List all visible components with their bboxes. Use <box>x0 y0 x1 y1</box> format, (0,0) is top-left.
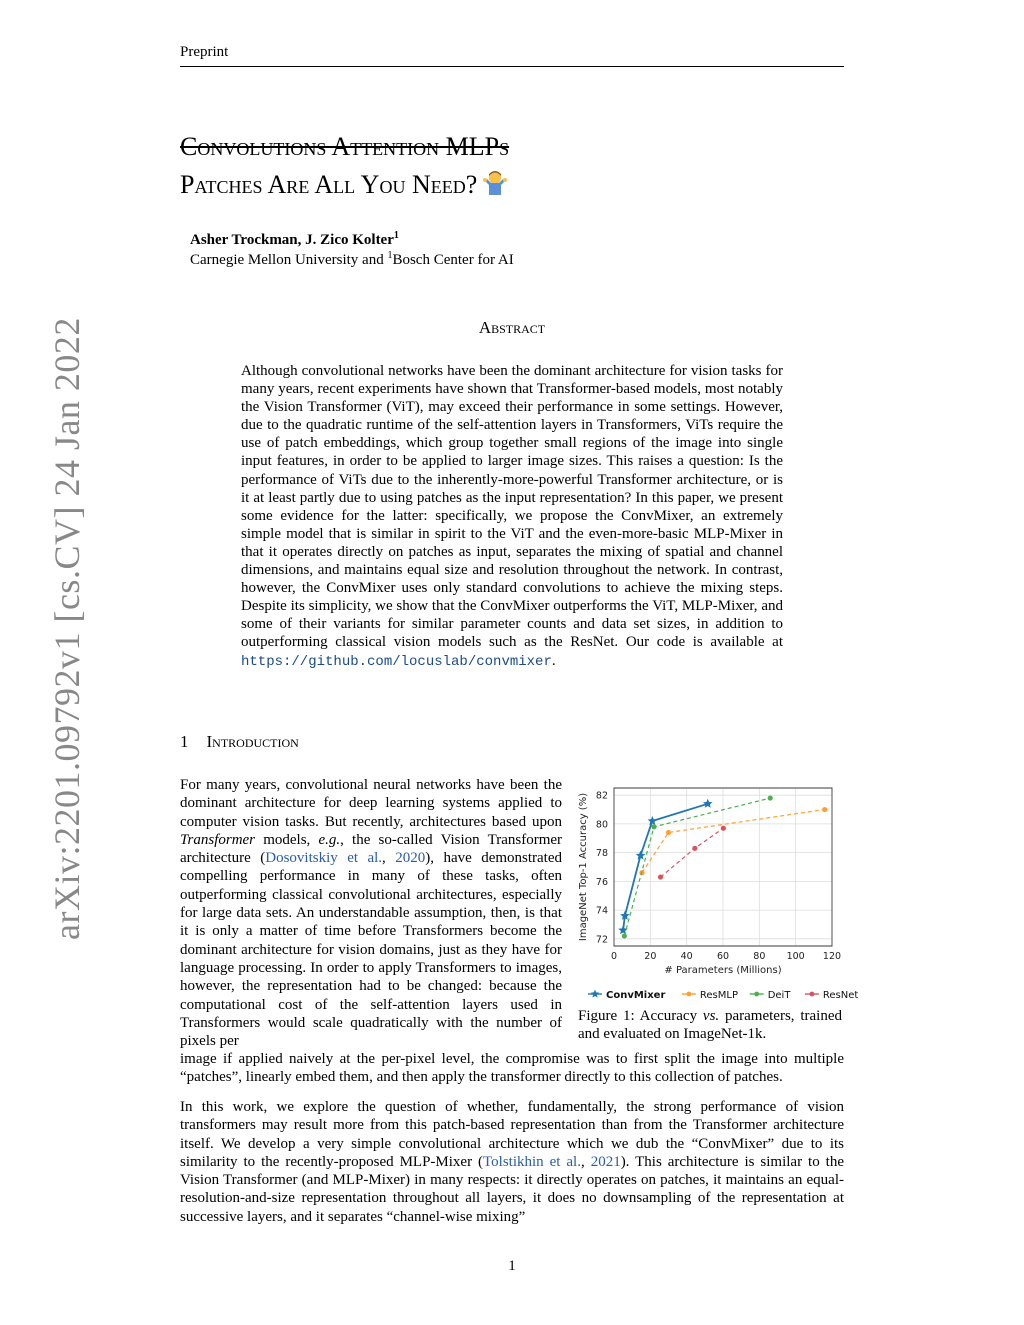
citation-year-2021[interactable]: 2021 <box>590 1153 621 1170</box>
affiliation: Carnegie Mellon University and $^1$Bosch Center for AI <box>190 250 514 268</box>
intro-paragraph-1: For many years, convolutional neural networks have been the dominant architecture for deep learning systems applied to computer vision tasks. But recently, architectures based upon Transformer models, e.g., the so-called Vision Transformer architecture (Dosovitskiy et al., 2020), have demonstrated compelling performance in many of these tasks, often outperforming classical convolutional architectures, especially for large data sets. An understandable assumption, then, is that it is only a matter of time before Transformers become the dominant architecture for vision domains, just as they have for language processing. In order to apply Transformers to images, however, the representation had to be changed: because the computational cost of the self-attention layers used in Transformers would scale quadratically with the number of pixels per <box>180 777 563 1050</box>
intro-paragraph-1-continued: image if applied naively at the per-pixel level, the compromise was to first split the image into multiple “patches”, linearly embed them, and then apply the transformer directly to this collection of patches. <box>180 1051 844 1086</box>
x-tick-label: 120 <box>822 951 842 962</box>
x-axis-label: # Parameters (Millions) <box>664 965 782 976</box>
header-rule <box>180 66 844 67</box>
citation-dosovitskiy[interactable]: Dosovitskiy et al. <box>265 850 383 867</box>
abstract-heading: Abstract <box>478 318 546 337</box>
x-tick-label: 100 <box>786 951 805 962</box>
legend-label-resmlp: ResMLP <box>699 990 738 1001</box>
running-header: Preprint <box>180 44 229 60</box>
data-point-resnet <box>658 874 663 879</box>
citation-tolstikhin[interactable]: Tolstikhin et al. <box>483 1153 581 1170</box>
page-number: 1 <box>508 1258 516 1274</box>
intro-paragraph-2: In this work, we explore the question of whether, fundamentally, the strong performance of vision transformers may result more from this patch-based representation than from the Transformer architecture itself. We develop a very simple convolutional architecture which we dub the “ConvMixer” due to its similarity to the recently-proposed MLP-Mixer (Tolstikhin et al., 2021). This architecture is similar to the Vision Transformer (and MLP-Mixer) in many respects: it directly operates on patches, it maintains an equal-resolution-and-size representation throughout all layers, it does no downsampling of the representation at successive layers, and it separates “channel-wise mixing” <box>180 1099 844 1225</box>
legend-label-deit: DeiT <box>767 990 791 1001</box>
x-tick-label: 40 <box>680 951 693 962</box>
y-tick-label: 76 <box>595 876 608 888</box>
paper-title <box>180 128 509 204</box>
citation-year-2020[interactable]: 2020 <box>395 850 426 867</box>
y-tick-label: 78 <box>595 848 608 860</box>
legend-marker-resmlp <box>687 992 692 997</box>
data-point-deit <box>622 933 627 938</box>
y-tick-label: 74 <box>595 905 608 917</box>
x-tick-label: 80 <box>753 951 766 962</box>
data-point-deit <box>768 795 773 800</box>
data-point-resnet <box>721 826 726 831</box>
code-link[interactable]: https://github.com/locuslab/convmixer <box>241 653 552 670</box>
title-line-2: Patches Are All You Need? <box>180 166 509 204</box>
y-tick-label: 82 <box>595 790 608 802</box>
author-list: Asher Trockman, J. Zico Kolter$^1$ <box>190 230 399 248</box>
legend-marker-deit <box>754 992 759 997</box>
y-axis-label: ImageNet Top-1 Accuracy (%) <box>578 792 589 942</box>
shrug-emoji-icon <box>481 169 509 197</box>
figure-caption: Figure 1: Accuracy vs. parameters, trained and evaluated on ImageNet-1k. <box>578 1008 843 1042</box>
title-line-1: Convolutions Attention MLPs <box>180 132 510 161</box>
data-point-resnet <box>692 846 697 851</box>
legend-marker-resnet <box>810 992 815 997</box>
x-tick-label: 60 <box>716 951 730 962</box>
data-point-resmlp <box>666 830 671 835</box>
abstract-body: Although convolutional networks have been the dominant architecture for vision tasks for many years, recent experiments have shown that Transformer-based models, most notably the Vision Transformer (ViT), may exceed their performance in some settings. However, due to the quadratic runtime of the self-attention layers in Transformers, ViTs require the use of patch embeddings, which group together small regions of the image into single input features, in order to be applied to larger image sizes. This raises a question: Is the performance of ViTs due to the inherently-more-powerful Transformer architecture, or is it at least partly due to using patches as the input representation? In this paper, we present some evidence for the latter: specifically, we propose the ConvMixer, an extremely simple model that is similar in spirit to the ViT and the even-more-basic MLP-Mixer in that it operates directly on patches as input, separates the mixing of spatial and channel dimensions, and maintains equal size and resolution throughout the network. In contrast, however, the ConvMixer uses only standard convolutions to achieve the mixing steps. Despite its simplicity, we show that the ConvMixer outperforms the ViT, MLP-Mixer, and some of their variants for similar parameter counts and data set sizes, in addition to outperforming classical vision models such as the ResNet. Our code is available at https://github.com/locuslab/convmixer. <box>241 363 783 670</box>
x-tick-label: 20 <box>644 951 657 962</box>
y-tick-label: 72 <box>595 934 608 946</box>
legend-label-convmixer: ConvMixer <box>606 990 666 1001</box>
data-point-resmlp <box>822 807 827 812</box>
arxiv-identifier: arXiv:2201.09792v1 [cs.CV] 24 Jan 2022 <box>47 317 87 940</box>
legend-marker-convmixer <box>591 990 600 998</box>
x-tick-label: 0 <box>610 951 618 962</box>
y-tick-label: 80 <box>595 819 608 831</box>
data-point-deit <box>651 824 656 829</box>
section-heading: 1 Introduction <box>180 732 299 751</box>
legend-label-resnet: ResNet <box>822 990 859 1001</box>
